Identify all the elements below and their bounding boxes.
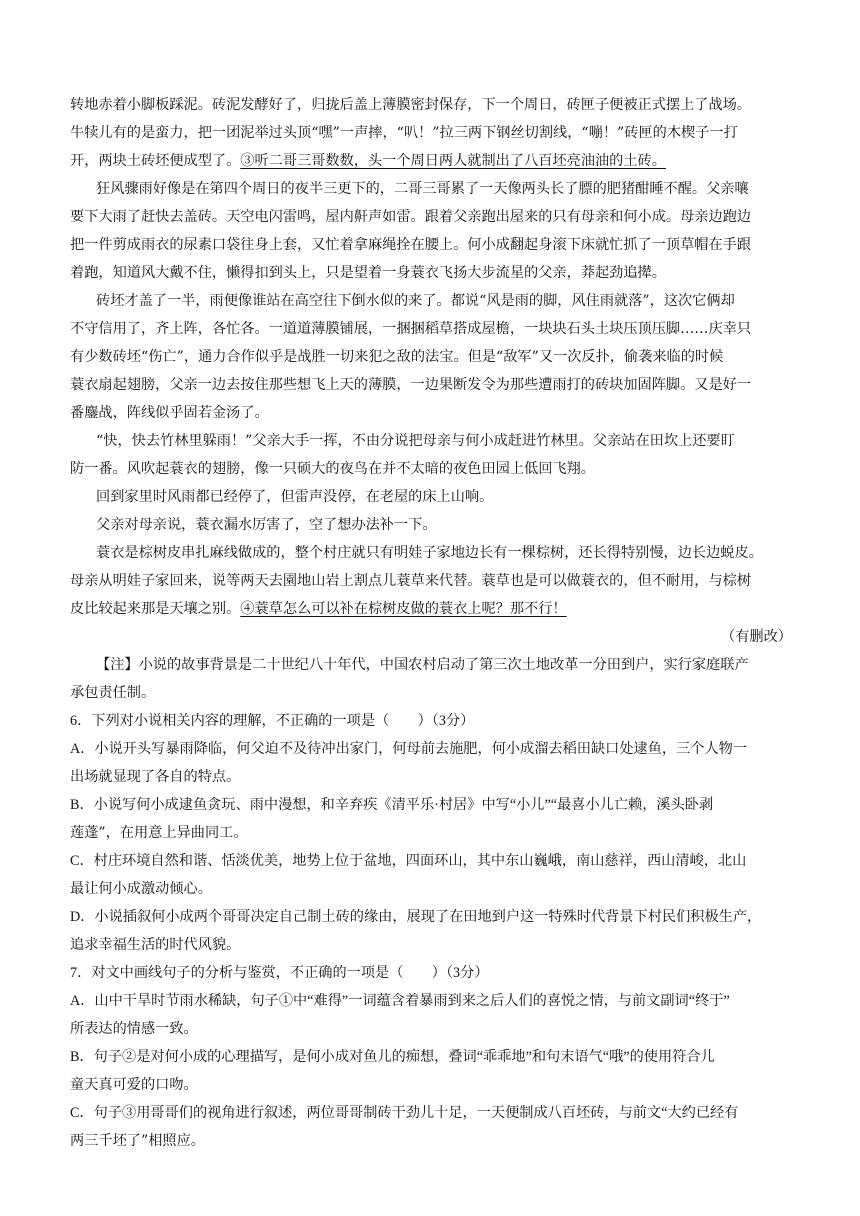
text-line: 母亲从明娃子家回来，说等两天去園地山岩上割点儿蓑草来代替。蓑草也是可以做蓑衣的，但不耐用，与棕树 <box>70 573 752 589</box>
text-line: 牛犊儿有的是蛮力，把一团泥举过头顶“嘿”一声摔，“叭！”拉三两下钢丝切割线，“嘣！”砖匣的木楔子一打 <box>70 125 738 141</box>
text-line: 有少数砖坯“伤亡”，通力合作似乎是战胜一切来犯之敌的法宝。但是“敌军”又一次反扑，偷袭来临的时候 <box>70 349 724 365</box>
paragraph-first-line: 回到家里时风雨都已经停了，但雷声没停，在老屋的床上山响。 <box>96 489 494 505</box>
option-a: A．小说开头写暴雨降临，何父迫不及待冲出家门，何母前去施肥，何小成溜去稻田缺口处逮鱼，三个人物一 <box>70 741 748 757</box>
text-line: 要下大雨了赶快去盖砖。天空电闪雷鸣，屋内鼾声如雷。跟着父亲跑出屋来的只有母亲和何小成。母亲边跑边 <box>70 209 752 225</box>
text-line: 两三千坯了”相照应。 <box>70 1133 205 1149</box>
question-6-stem: 6．下列对小说相关内容的理解，不正确的一项是（ ）（3分） <box>70 713 475 729</box>
option-c: C．句子③用哥哥们的视角进行叙述，两位哥哥制砖干劲儿十足，一天便制成八百坯砖，与前文“大约已经有 <box>70 1105 739 1121</box>
text-line: 皮比较起来那是天壤之别。④蓑草怎么可以补在棕树皮做的蓑衣上呢？那不行！ <box>70 601 567 617</box>
option-b: B．句子②是对何小成的心理描写，是何小成对鱼儿的痴想，叠词“乖乖地”和句末语气“哦”的使用符合儿 <box>70 1049 715 1065</box>
text-line: 番鏖战，阵线似乎固若金汤了。 <box>70 405 269 421</box>
underlined-sentence: ③听二哥三哥数数，头一个周日两人就制出了八百坯亮油油的土砖。 <box>240 153 666 169</box>
option-a: A．山中干旱时节雨水稀缺，句子①中“难得”一词蕴含着暴雨到来之后人们的喜悦之情，与前文副词“终于” <box>70 993 730 1009</box>
text-line: 着跑，知道风大戴不住，懒得扣到头上，只是望着一身蓑衣飞扬大步流星的父亲，莽起劲追撵。 <box>70 265 666 281</box>
text-line: 最让何小成激动倾心。 <box>70 881 212 897</box>
text-line: 追求幸福生活的时代风貌。 <box>70 937 241 953</box>
text-line: 防一番。风吹起蓑衣的翅膀，像一只硕大的夜鸟在并不太暗的夜色田园上低回飞翔。 <box>70 461 595 477</box>
text-line: 承包责任制。 <box>70 685 156 701</box>
question-7-stem: 7．对文中画线句子的分析与鉴赏，不正确的一项是（ ）（3分） <box>70 965 489 981</box>
text-line: 莲蓬”，在用意上异曲同工。 <box>70 825 248 841</box>
annotation-note: 【注】小说的故事背景是二十世纪八十年代，中国农村启动了第三次土地改革一分田到户，实行家庭联产 <box>96 657 749 673</box>
paragraph-first-line: 蓑衣是棕树皮串扎麻线做成的，整个村庄就只有明娃子家地边长有一棵棕树，还长得特别慢，边长边蜕皮。 <box>96 545 763 561</box>
option-b: B．小说写何小成逮鱼贪玩、雨中漫想，和辛弃疾《清平乐·村居》中写“小儿”“最喜小儿亡赖，溪头卧剥 <box>70 797 714 813</box>
text-line: 蓑衣扇起翅膀，父亲一边去按住那些想飞上天的薄膜，一边果断发令为那些遭雨打的砖块加固阵脚。又是好一 <box>70 377 752 393</box>
paragraph-first-line: 父亲对母亲说，蓑衣漏水厉害了，空了想办法补一下。 <box>96 517 437 533</box>
text-line: 不守信用了，齐上阵，各忙各。一道道薄膜铺展，一捆捆稻草搭成屋檐，一块块石头土块压顶压脚……庆幸只 <box>70 321 752 337</box>
source-note: （有删改） <box>721 629 792 645</box>
paragraph-first-line: 狂风骤雨好像是在第四个周日的夜半三更下的，二哥三哥累了一天像两头长了膘的肥猪酣睡不醒。父亲嚷 <box>96 181 749 197</box>
paragraph-first-line: 砖坯才盖了一半，雨便像谁站在高空往下倒水似的来了。都说“风是雨的脚，风住雨就落”，这次它俩却 <box>96 293 735 309</box>
text-line: 开，两块土砖坯便成型了。③听二哥三哥数数，头一个周日两人就制出了八百坯亮油油的土砖。 <box>70 153 666 169</box>
text-line: 出场就显现了各自的特点。 <box>70 769 241 785</box>
underlined-sentence: ④蓑草怎么可以补在棕树皮做的蓑衣上呢？那不行！ <box>240 601 567 617</box>
option-c: C．村庄环境自然和谐、恬淡优美，地势上位于盆地，四面环山，其中东山巍峨，南山慈祥，西山清峻，北山 <box>70 853 747 869</box>
text-line: 把一件剪成雨衣的尿素口袋往身上套，又忙着拿麻绳拴在腰上。何小成翻起身滚下床就忙抓了一顶草帽在手跟 <box>70 237 752 253</box>
text-line: 转地赤着小脚板踩泥。砖泥发酵好了，归拢后盖上薄膜密封保存，下一个周日，砖匣子便被正式摆上了战场。 <box>70 97 752 113</box>
text-line: 童天真可爱的口吻。 <box>70 1077 198 1093</box>
text-line: 所表达的情感一致。 <box>70 1021 198 1037</box>
paragraph-first-line: “快，快去竹林里躲雨！”父亲大手一挥，不由分说把母亲与何小成赶进竹林里。父亲站在田坎上还要盯 <box>96 433 735 449</box>
option-d: D．小说插叙何小成两个哥哥决定自己制土砖的缘由，展现了在田地到户这一特殊时代背景下村民们积极生产， <box>70 909 762 925</box>
